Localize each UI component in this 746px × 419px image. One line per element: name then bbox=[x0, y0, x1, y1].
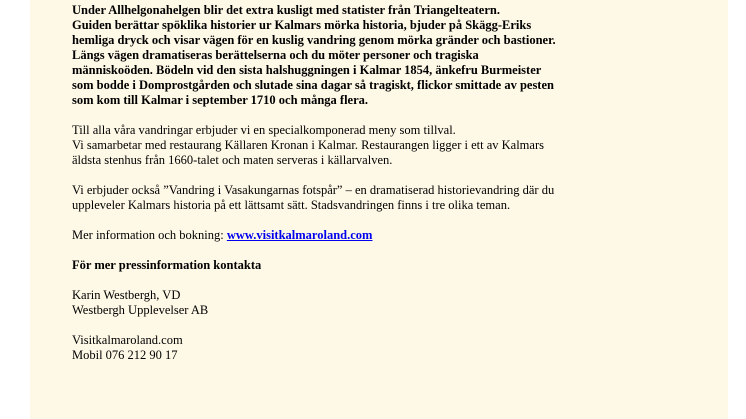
paragraph-spacer bbox=[72, 273, 672, 288]
menu-paragraph bbox=[72, 123, 672, 168]
more-info-label: Mer information och bokning: bbox=[72, 228, 227, 242]
paragraph-spacer bbox=[72, 168, 672, 183]
contact-company: Westbergh Upplevelser AB bbox=[72, 303, 209, 317]
paragraph-spacer bbox=[72, 213, 672, 228]
intro-line: som bodde i Domprostgården och slutade sina dagar så tragiskt, flickor smittade av pesten bbox=[72, 78, 554, 92]
paragraph-spacer bbox=[72, 318, 672, 333]
vasa-line: uppleveler Kalmars historia på ett lättsamt sätt. Stadsvandringen finns i tre olika teman. bbox=[72, 198, 511, 212]
paragraph-spacer bbox=[72, 243, 672, 258]
contact-name: Karin Westbergh, VD bbox=[72, 288, 181, 302]
intro-line: som kom till Kalmar i september 1710 och många flera. bbox=[72, 93, 369, 107]
intro-line: hemliga dryck och visar vägen för en kuslig vandring genom mörka gränder och bastioner. bbox=[72, 33, 556, 47]
website-link[interactable]: www.visitkalmaroland.com bbox=[226, 228, 373, 242]
vasa-line: Vi erbjuder också ”Vandring i Vasakungarnas fotspår” – en dramatiserad historievandring där du bbox=[72, 183, 555, 197]
menu-line: Vi samarbetar med restaurang Källaren Kronan i Kalmar. Restaurangen ligger i ett av Kalmars bbox=[72, 138, 544, 152]
intro-paragraph bbox=[72, 3, 672, 108]
menu-line: äldsta stenhus från 1660-talet och maten serveras i källarvalven. bbox=[72, 153, 393, 167]
intro-line: Under Allhelgonahelgen blir det extra kusligt med statister från Triangelteatern. bbox=[72, 3, 500, 17]
vasa-paragraph bbox=[72, 183, 672, 213]
more-info-line bbox=[72, 228, 672, 243]
menu-line: Till alla våra vandringar erbjuder vi en specialkomponerad meny som tillval. bbox=[72, 123, 456, 137]
paragraph-spacer bbox=[72, 108, 672, 123]
press-heading: För mer pressinformation kontakta bbox=[72, 258, 262, 272]
contact-website: Visitkalmaroland.com bbox=[72, 333, 183, 347]
intro-line: Längs vägen dramatiseras berättelserna och du möter personer och tragiska bbox=[72, 48, 479, 62]
contact-phone: Mobil 076 212 90 17 bbox=[72, 348, 178, 362]
intro-line: människoöden. Bödeln vid den sista halshuggningen i Kalmar 1854, änkefru Burmeister bbox=[72, 63, 542, 77]
document-body bbox=[72, 3, 672, 363]
intro-line: Guiden berättar spöklika historier ur Kalmars mörka historia, bjuder på Skägg-Eriks bbox=[72, 18, 532, 32]
contact-block bbox=[72, 288, 672, 363]
